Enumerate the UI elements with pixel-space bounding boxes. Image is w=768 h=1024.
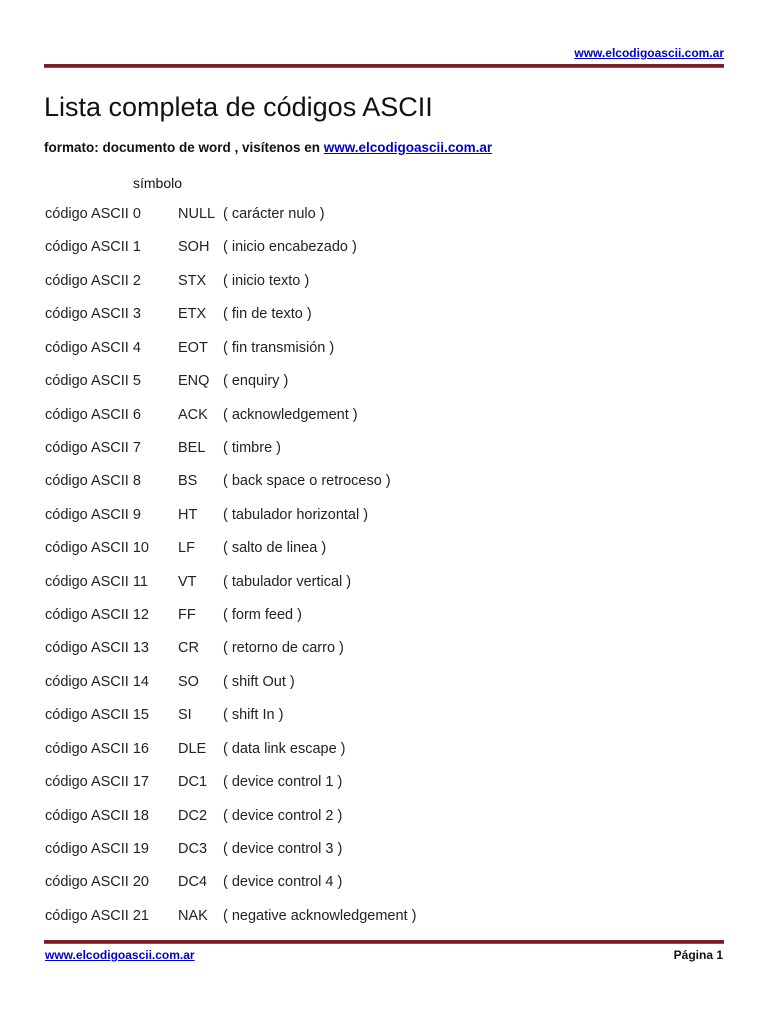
ascii-code-label: código ASCII 4 [45, 339, 141, 356]
ascii-description: ( retorno de carro ) [223, 640, 344, 657]
list-item [45, 908, 725, 941]
ascii-code-label: código ASCII 21 [45, 907, 149, 924]
ascii-code-label: código ASCII 12 [45, 607, 149, 624]
ascii-symbol: BEL [178, 439, 206, 456]
list-item [45, 340, 725, 373]
list-item [45, 239, 725, 272]
page-title: Lista completa de códigos ASCII [44, 92, 433, 122]
ascii-description: ( inicio texto ) [223, 272, 310, 289]
subtitle-text: formato: documento de word , visítenos en [44, 140, 324, 155]
ascii-code-label: código ASCII 14 [45, 673, 149, 690]
ascii-symbol: SO [178, 673, 199, 690]
ascii-symbol: ACK [178, 406, 208, 423]
footer-rule [44, 940, 724, 944]
ascii-code-label: código ASCII 15 [45, 707, 149, 724]
ascii-code-label: código ASCII 8 [45, 473, 141, 490]
ascii-code-label: código ASCII 5 [45, 373, 141, 390]
ascii-code-label: código ASCII 3 [45, 306, 141, 323]
ascii-code-label: código ASCII 2 [45, 272, 141, 289]
list-item [45, 206, 725, 239]
ascii-description: ( back space o retroceso ) [223, 473, 391, 490]
ascii-description: ( device control 4 ) [223, 874, 343, 891]
ascii-code-label: código ASCII 11 [45, 573, 148, 590]
ascii-description: ( inicio encabezado ) [223, 239, 357, 256]
ascii-symbol: EOT [178, 339, 208, 356]
ascii-symbol: SI [178, 707, 192, 724]
ascii-description: ( tabulador vertical ) [223, 573, 352, 590]
ascii-code-label: código ASCII 0 [45, 206, 141, 222]
list-item [45, 507, 725, 540]
ascii-code-label: código ASCII 7 [45, 439, 141, 456]
ascii-description: ( negative acknowledgement ) [223, 907, 417, 924]
ascii-symbol: HT [178, 506, 198, 523]
ascii-symbol: LF [178, 540, 195, 557]
ascii-code-label: código ASCII 9 [45, 506, 141, 523]
subtitle-site-link[interactable]: www.elcodigoascii.com.ar [323, 140, 493, 155]
list-item [45, 540, 725, 573]
ascii-description: ( form feed ) [223, 607, 302, 624]
list-item [45, 741, 725, 774]
list-item [45, 774, 725, 807]
ascii-symbol: FF [178, 607, 196, 624]
ascii-code-label: código ASCII 10 [45, 540, 149, 557]
ascii-symbol: STX [178, 272, 207, 289]
list-item [45, 841, 725, 874]
ascii-symbol: NULL [178, 206, 216, 222]
ascii-code-label: código ASCII 1 [45, 239, 141, 256]
ascii-code-label: código ASCII 16 [45, 740, 149, 757]
ascii-symbol: DLE [178, 740, 207, 757]
list-item [45, 440, 725, 473]
ascii-symbol: VT [178, 573, 197, 590]
ascii-description: ( acknowledgement ) [223, 406, 358, 423]
ascii-symbol: DC2 [178, 807, 208, 824]
ascii-symbol: DC4 [178, 874, 208, 891]
page-number: Página 1 [673, 948, 723, 962]
ascii-symbol: DC1 [178, 774, 208, 791]
ascii-description: ( device control 2 ) [223, 807, 343, 824]
ascii-description: ( salto de linea ) [223, 540, 327, 557]
ascii-description: ( shift Out ) [223, 673, 295, 690]
ascii-symbol: DC3 [178, 841, 208, 858]
list-item [45, 574, 725, 607]
list-item [45, 607, 725, 640]
ascii-symbol: NAK [178, 907, 208, 924]
ascii-description: ( shift In ) [223, 707, 284, 724]
ascii-code-list [45, 206, 725, 941]
subtitle [44, 140, 492, 155]
header-rule [44, 64, 724, 68]
ascii-code-label: código ASCII 20 [45, 874, 149, 891]
list-item [45, 874, 725, 907]
list-item [45, 306, 725, 339]
ascii-code-label: código ASCII 17 [45, 774, 149, 791]
ascii-description: ( enquiry ) [223, 373, 289, 390]
ascii-description: ( carácter nulo ) [223, 206, 325, 222]
ascii-symbol: CR [178, 640, 199, 657]
ascii-code-label: código ASCII 13 [45, 640, 149, 657]
ascii-code-label: código ASCII 19 [45, 841, 149, 858]
ascii-description: ( timbre ) [223, 439, 281, 456]
ascii-description: ( data link escape ) [223, 740, 346, 757]
ascii-code-label: código ASCII 6 [45, 406, 141, 423]
list-item [45, 707, 725, 740]
column-header-symbol: símbolo [133, 175, 183, 191]
list-item [45, 273, 725, 306]
ascii-description: ( device control 1 ) [223, 774, 343, 791]
footer-site-link[interactable]: www.elcodigoascii.com.ar [45, 948, 195, 962]
list-item [45, 674, 725, 707]
list-item [45, 473, 725, 506]
ascii-symbol: BS [178, 473, 198, 490]
ascii-code-label: código ASCII 18 [45, 807, 149, 824]
ascii-symbol: ENQ [178, 373, 210, 390]
ascii-description: ( tabulador horizontal ) [223, 506, 369, 523]
ascii-symbol: SOH [178, 239, 210, 256]
list-item [45, 640, 725, 673]
ascii-description: ( fin de texto ) [223, 306, 312, 323]
header-site-link[interactable]: www.elcodigoascii.com.ar [574, 46, 724, 60]
list-item [45, 373, 725, 406]
list-item [45, 407, 725, 440]
list-item [45, 808, 725, 841]
ascii-description: ( device control 3 ) [223, 841, 343, 858]
ascii-symbol: ETX [178, 306, 207, 323]
ascii-description: ( fin transmisión ) [223, 339, 335, 356]
